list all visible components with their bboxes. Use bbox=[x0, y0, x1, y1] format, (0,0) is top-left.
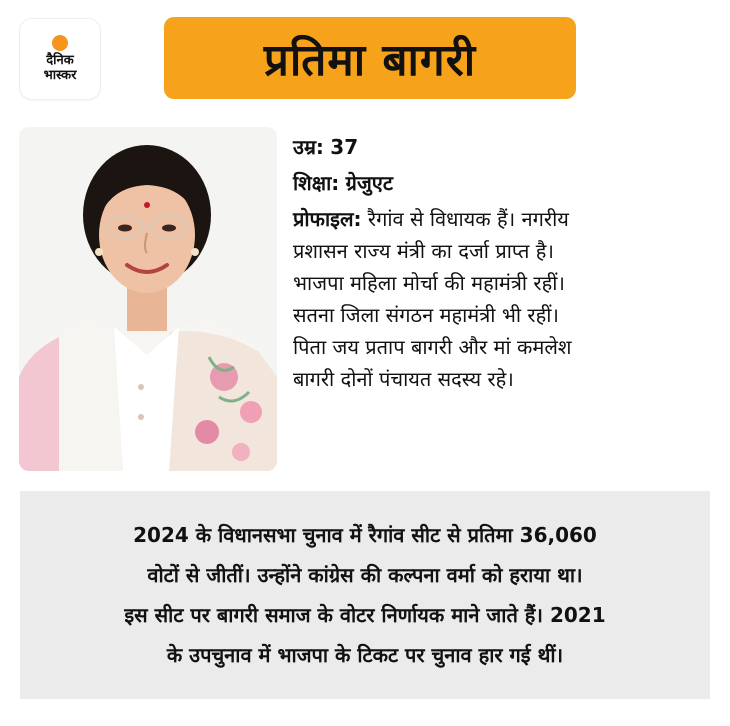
profile-line-text: रैगांव से विधायक हैं। नगरीय bbox=[367, 207, 569, 231]
page-title: प्रतिमा बागरी bbox=[263, 35, 477, 86]
education-label: शिक्षा: bbox=[293, 171, 340, 195]
education-row bbox=[293, 167, 713, 199]
age-label: उम्र: bbox=[293, 135, 324, 159]
education-value: ग्रेजुएट bbox=[345, 171, 393, 195]
profile-line: पिता जय प्रताप बागरी और मां कमलेश bbox=[293, 335, 572, 359]
age-row bbox=[293, 131, 713, 163]
profile-label: प्रोफाइल: bbox=[293, 207, 362, 231]
logo-line-2: भास्कर bbox=[43, 68, 77, 83]
portrait-photo bbox=[19, 127, 277, 471]
summary-line: के उपचुनाव में भाजपा के टिकट पर चुनाव हार गई थीं। bbox=[166, 643, 564, 667]
title-banner bbox=[164, 17, 576, 99]
logo-line-1: दैनिक bbox=[46, 53, 74, 68]
dainik-bhaskar-logo bbox=[20, 19, 100, 99]
profile-line: सतना जिला संगठन महामंत्री भी रहीं। bbox=[293, 303, 559, 327]
sun-icon bbox=[52, 35, 68, 51]
profile-info bbox=[293, 131, 713, 395]
profile-line: भाजपा महिला मोर्चा की महामंत्री रहीं। bbox=[293, 271, 565, 295]
summary-line: इस सीट पर बागरी समाज के वोटर निर्णायक माने जाते हैं। 2021 bbox=[124, 603, 606, 627]
summary-box bbox=[20, 491, 710, 699]
summary-line: वोटों से जीतीं। उन्होंने कांग्रेस की कल्पना वर्मा को हराया था। bbox=[147, 563, 583, 587]
profile-line: प्रशासन राज्य मंत्री का दर्जा प्राप्त है। bbox=[293, 239, 555, 263]
profile-text bbox=[293, 203, 713, 395]
summary-line: 2024 के विधानसभा चुनाव में रैगांव सीट से प्रतिमा 36,060 bbox=[133, 523, 597, 547]
age-value: 37 bbox=[330, 135, 359, 159]
profile-line: बागरी दोनों पंचायत सदस्य रहे। bbox=[293, 367, 514, 391]
profile-line bbox=[293, 203, 713, 235]
portrait-illustration bbox=[19, 127, 277, 471]
